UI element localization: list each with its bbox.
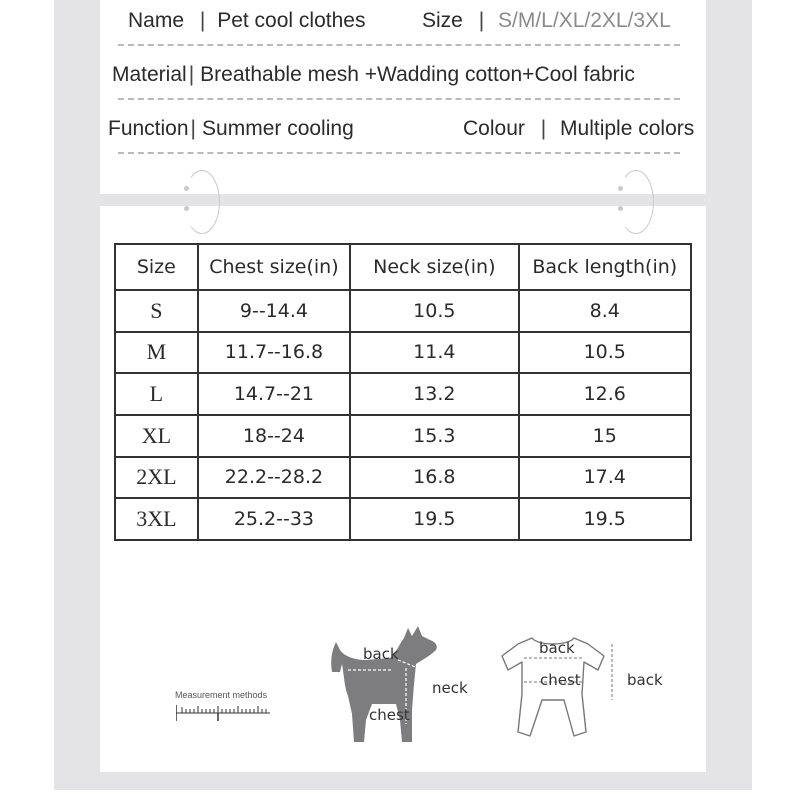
size-label: Size	[422, 9, 463, 32]
divider-dashed	[118, 152, 680, 154]
colour-value: Multiple colors	[560, 117, 695, 140]
dog-silhouette-icon	[326, 624, 442, 748]
name-label: Name	[128, 9, 185, 32]
material-label: Material	[112, 63, 187, 86]
ring-hole	[618, 206, 623, 211]
dog-back-label: back	[363, 645, 399, 663]
colour-row	[463, 117, 694, 141]
size-cell: XL	[115, 415, 198, 457]
neck-cell: 19.5	[350, 498, 518, 540]
size-cell: 2XL	[115, 457, 198, 499]
chest-cell: 18--24	[198, 415, 350, 457]
colour-label: Colour	[463, 117, 525, 140]
dog-chest-label: chest	[369, 706, 410, 724]
header-neck: Neck size(in)	[350, 244, 518, 290]
size-table	[114, 243, 692, 541]
back-cell: 10.5	[519, 332, 692, 374]
chest-cell: 14.7--21	[198, 373, 350, 415]
separator: |	[188, 63, 195, 86]
separator: |	[540, 117, 547, 140]
header-chest: Chest size(in)	[198, 244, 350, 290]
table-row	[115, 498, 691, 540]
neck-cell: 13.2	[350, 373, 518, 415]
size-row	[422, 9, 671, 33]
neck-cell: 16.8	[350, 457, 518, 499]
ring-hole	[184, 206, 189, 211]
material-row	[112, 63, 635, 87]
back-cell: 17.4	[519, 457, 692, 499]
header-back: Back length(in)	[519, 244, 692, 290]
material-value: Breathable mesh +Wadding cotton+Cool fabric	[200, 63, 635, 86]
measurement-methods-label: Measurement methods	[175, 690, 268, 700]
size-cell: S	[115, 290, 198, 332]
garment-chest-label: chest	[540, 671, 581, 689]
separator: |	[190, 117, 197, 140]
name-value: Pet cool clothes	[217, 9, 366, 32]
neck-cell: 15.3	[350, 415, 518, 457]
separator: |	[478, 9, 485, 32]
back-cell: 8.4	[519, 290, 692, 332]
table-row	[115, 373, 691, 415]
chest-cell: 11.7--16.8	[198, 332, 350, 374]
header-size: Size	[115, 244, 198, 290]
neck-cell: 11.4	[350, 332, 518, 374]
table-row	[115, 457, 691, 499]
chest-cell: 22.2--28.2	[198, 457, 350, 499]
chest-cell: 25.2--33	[198, 498, 350, 540]
function-label: Function	[108, 117, 189, 140]
garment-back-label: back	[539, 639, 575, 657]
neck-cell: 10.5	[350, 290, 518, 332]
table-row	[115, 415, 691, 457]
dog-neck-label: neck	[432, 679, 468, 697]
back-cell: 12.6	[519, 373, 692, 415]
back-cell: 19.5	[519, 498, 692, 540]
function-value: Summer cooling	[202, 117, 354, 140]
table-header-row	[115, 244, 691, 290]
binder-ring-right	[618, 170, 654, 234]
chest-cell: 9--14.4	[198, 290, 350, 332]
size-cell: M	[115, 332, 198, 374]
table-row	[115, 332, 691, 374]
ruler-icon	[176, 703, 272, 723]
garment-back-length-label: back	[627, 671, 663, 689]
divider-dashed	[118, 44, 680, 46]
divider-dashed	[118, 98, 680, 100]
separator: |	[199, 9, 206, 32]
back-cell: 15	[519, 415, 692, 457]
size-value: S/M/L/XL/2XL/3XL	[498, 9, 671, 32]
size-cell: L	[115, 373, 198, 415]
binder-ring-left	[184, 170, 220, 234]
name-row	[128, 9, 365, 33]
function-row	[108, 117, 354, 141]
ring-hole	[618, 186, 623, 191]
size-cell: 3XL	[115, 498, 198, 540]
ring-hole	[184, 186, 189, 191]
table-row	[115, 290, 691, 332]
